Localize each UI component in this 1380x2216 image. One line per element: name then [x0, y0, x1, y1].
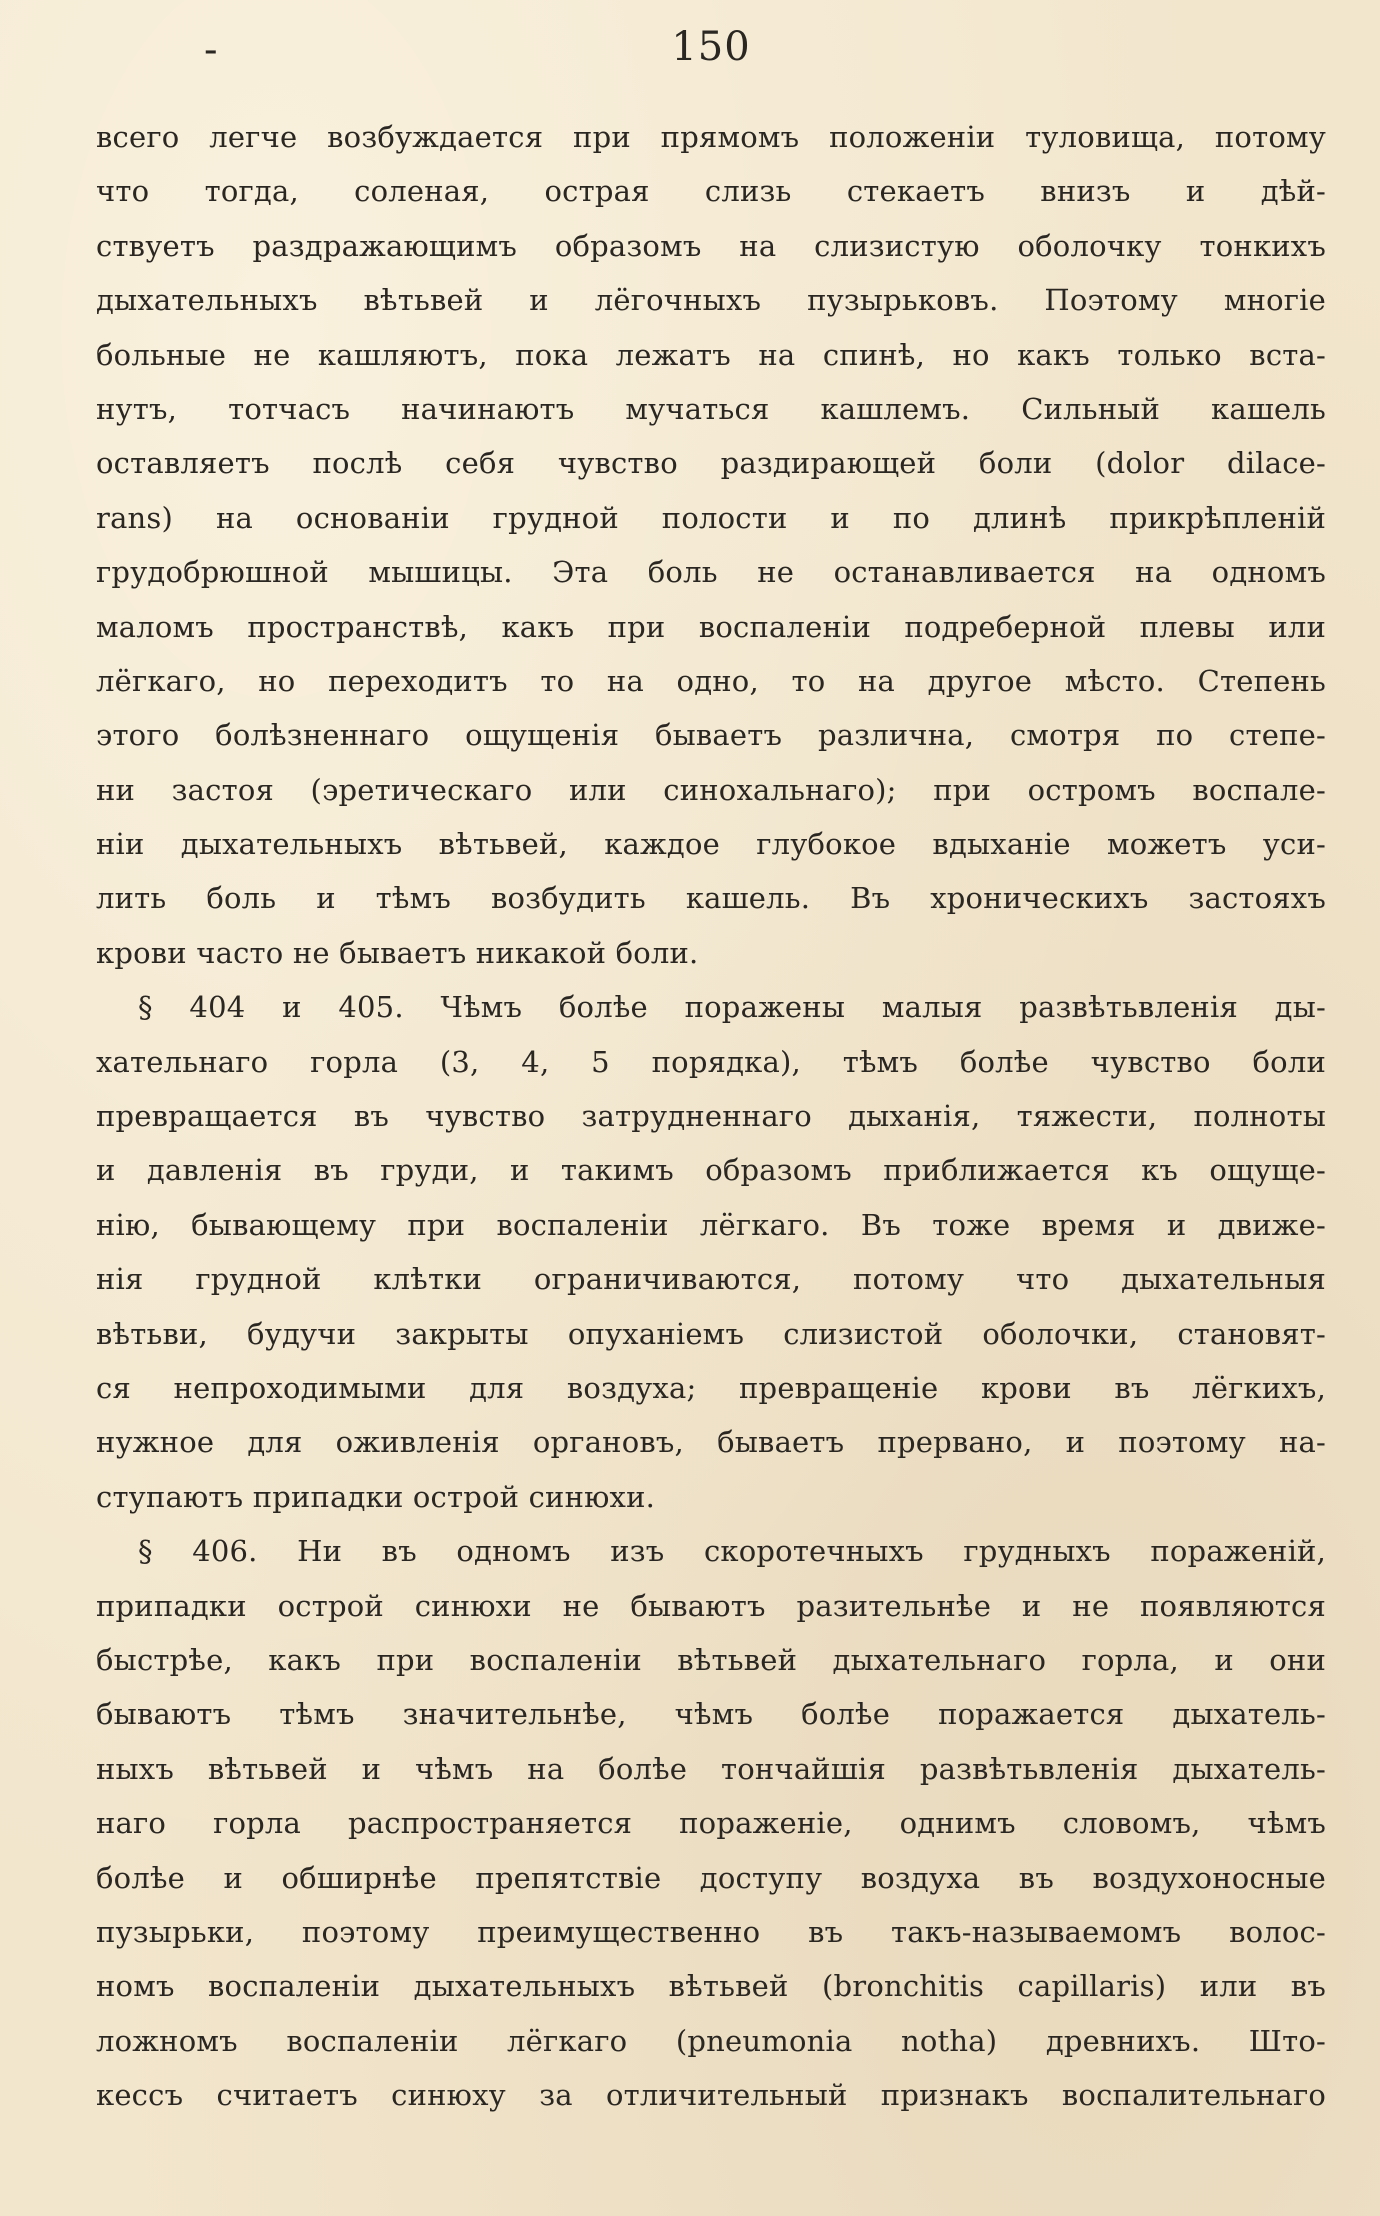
text-line: лить боль и тѣмъ возбудить кашель. Въ хроническихъ застояхъ: [96, 881, 1326, 916]
text-line: всего легче возбуждается при прямомъ положеніи туловища, потому: [96, 120, 1326, 154]
text-line: хательнаго горла (3, 4, 5 порядка), тѣмъ болѣе чувство боли: [96, 1044, 1326, 1079]
text-line: бываютъ тѣмъ значительнѣе, чѣмъ болѣе поражается дыхатель-: [96, 1697, 1326, 1732]
text-line: ніи дыхательныхъ вѣтьвей, каждое глубокое вдыханіе можетъ уси-: [96, 827, 1326, 862]
paragraph-end-line: крови часто не бываетъ никакой боли.: [96, 935, 699, 970]
body-text: [96, 110, 1326, 2122]
text-line: ся непроходимыми для воздуха; превращеніе крови въ лёгкихъ,: [96, 1370, 1326, 1405]
text-line: кессъ считаетъ синюху за отличительный признакъ воспалительнаго: [96, 2078, 1326, 2113]
text-line: быстрѣе, какъ при воспаленіи вѣтьвей дыхательнаго горла, и они: [96, 1642, 1326, 1677]
text-line: ложномъ воспаленіи лёгкаго (pneumonia notha) древнихъ. Што-: [96, 2023, 1326, 2058]
text-line: оставляетъ послѣ себя чувство раздирающей боли (dolor dilace-: [96, 446, 1326, 481]
text-line: болѣе и обширнѣе препятствіе доступу воздуха въ воздухоносные: [96, 1860, 1326, 1895]
text-line: припадки острой синюхи не бываютъ разительнѣе и не появляются: [96, 1588, 1326, 1623]
header-dash: -: [204, 27, 218, 73]
text-line: больные не кашляютъ, пока лежатъ на спинѣ, но какъ только вста-: [96, 337, 1326, 372]
paragraph-end-line: ступаютъ припадки острой синюхи.: [96, 1479, 656, 1514]
text-line: нія грудной клѣтки ограничиваются, потому что дыхательныя: [96, 1262, 1326, 1297]
text-line: нужное для оживленія органовъ, бываетъ прервано, и поэтому на-: [96, 1425, 1326, 1460]
text-line: вѣтьви, будучи закрыты опуханіемъ слизистой оболочки, становят-: [96, 1316, 1326, 1351]
page-header: [96, 18, 1326, 84]
text-line: наго горла распространяется пораженіе, однимъ словомъ, чѣмъ: [96, 1806, 1326, 1841]
text-line: лёгкаго, но переходитъ то на одно, то на другое мѣсто. Степень: [96, 663, 1326, 698]
text-line: маломъ пространствѣ, какъ при воспаленіи подреберной плевы или: [96, 609, 1326, 644]
text-line: ствуетъ раздражающимъ образомъ на слизистую оболочку тонкихъ: [96, 228, 1326, 263]
page-number: 150: [671, 24, 751, 70]
text-line: ни застоя (эретическаго или синохальнаго); при остромъ воспале-: [96, 772, 1326, 807]
text-line: этого болѣзненнаго ощущенія бываетъ различна, смотря по степе-: [96, 718, 1326, 753]
text-line: номъ воспаленіи дыхательныхъ вѣтьвей (bronchitis capillaris) или въ: [96, 1969, 1326, 2004]
text-line: и давленія въ груди, и такимъ образомъ приближается къ ощуще-: [96, 1153, 1326, 1188]
text-line: rans) на основаніи грудной полости и по длинѣ прикрѣпленій: [96, 500, 1326, 535]
section-heading-line: § 406. Ни въ одномъ изъ скоротечныхъ грудныхъ пораженій,: [138, 1534, 1326, 1569]
text-line: дыхательныхъ вѣтьвей и лёгочныхъ пузырьковъ. Поэтому многіе: [96, 283, 1326, 318]
section-heading-line: § 404 и 405. Чѣмъ болѣе поражены малыя развѣтьвленія ды-: [138, 990, 1326, 1025]
text-line: превращается въ чувство затрудненнаго дыханія, тяжести, полноты: [96, 1099, 1326, 1134]
text-line: нію, бывающему при воспаленіи лёгкаго. Въ тоже время и движе-: [96, 1207, 1326, 1242]
text-line: ныхъ вѣтьвей и чѣмъ на болѣе тончайшія развѣтьвленія дыхатель-: [96, 1751, 1326, 1786]
text-line: что тогда, соленая, острая слизь стекаетъ внизъ и дѣй-: [96, 174, 1326, 209]
text-line: грудобрюшной мышицы. Эта боль не останавливается на одномъ: [96, 555, 1326, 590]
text-line: нутъ, тотчасъ начинаютъ мучаться кашлемъ. Сильный кашель: [96, 391, 1326, 426]
text-line: пузырьки, поэтому преимущественно въ такъ-называемомъ волос-: [96, 1914, 1326, 1949]
